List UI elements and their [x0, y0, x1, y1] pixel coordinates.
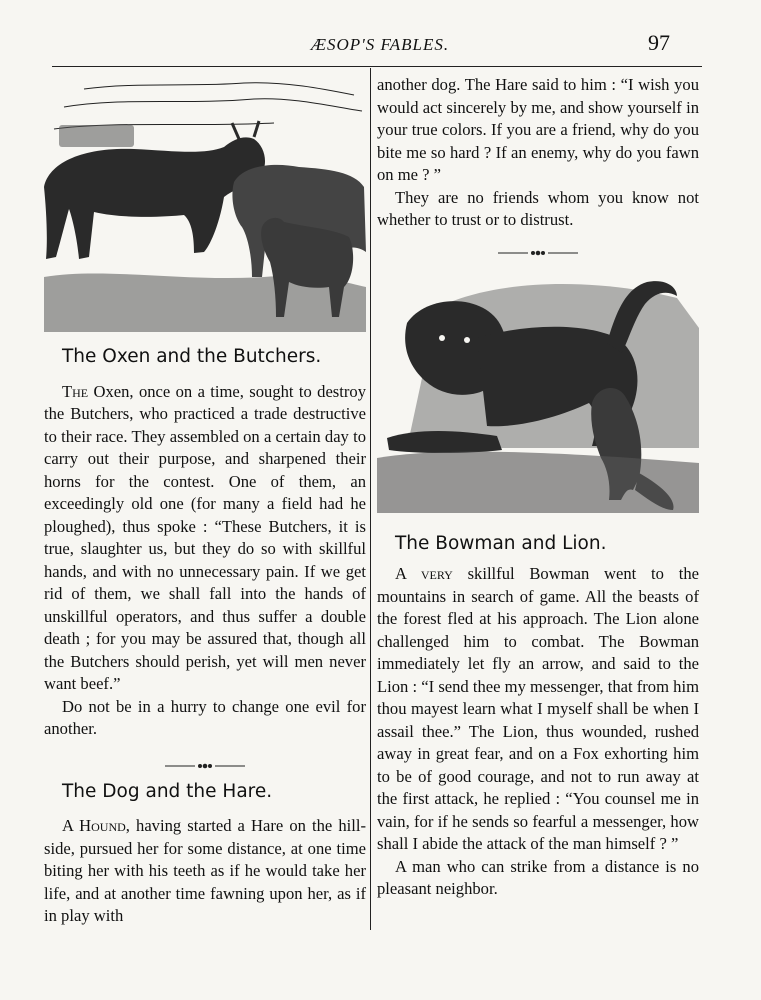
- running-title: ÆSOP'S FABLES.: [310, 35, 450, 54]
- fable-body-bowman-lion: [377, 563, 699, 856]
- ornament-divider: [44, 755, 366, 769]
- ornament-divider: [377, 242, 699, 256]
- body-text: Oxen, once on a time, sought to destroy the Butchers, who practiced a trade destructive to their race. They assembled on a certain day to carry out their purpose, and sharpened their horns for the contest. One of them, an exceedingly old one (for many a field had he ploughed), thus spoke : “These Butchers, it is true, slaughter us, but they do so with skillful hands, and with no unnecessary pain. If we get rid of them, we shall fall into the hands of unskillful operators, and thus suffer a double death ; for you may be assured that, though all the Butchers should perish, yet will men never want beef.”: [44, 381, 366, 693]
- fable-moral-oxen: Do not be in a hurry to change one evil for another.: [44, 696, 366, 738]
- fable-body-oxen: [44, 381, 366, 696]
- oxen-illustration: [44, 77, 366, 332]
- lion-fox-illustration: [377, 268, 699, 523]
- lead-word: A Hound: [62, 816, 126, 835]
- body-text: , having started a Hare on the hill-side, pursued her for some distance, at one time biting her with his teeth as if he would take her life, and at another time fawning upon her, as if in play with: [44, 816, 366, 925]
- fable-moral-bowman-lion: A man who can strike from a distance is no pleasant neighbor.: [377, 856, 699, 898]
- fable-body-dog-hare-continued: another dog. The Hare said to him : “I wish you would act sincerely by me, and show yourself in your true colors. If you are a friend, why do you bite me so hard ? If an enemy, why do you fawn on me ? ”: [377, 75, 699, 184]
- right-column: [377, 74, 699, 901]
- header-rule: [52, 66, 702, 67]
- fable-title-oxen: The Oxen and the Butchers.: [62, 346, 322, 367]
- fable-title-bowman-lion: The Bowman and Lion.: [395, 532, 607, 554]
- lead-word: A very: [395, 564, 453, 583]
- fable-body-dog-hare: [44, 815, 366, 928]
- page-number: 97: [648, 30, 670, 55]
- lead-word: The: [62, 381, 89, 401]
- fable-moral-dog-hare: They are no friends whom you know not whether to trust or to distrust.: [377, 187, 699, 229]
- body-text: skillful Bowman went to the mountains in search of game. All the beasts of the forest fled at his approach. The Lion alone challenged him to combat. The Bowman immediately let fly an arrow, and said to the Lion : “I send thee my messenger, that from him thou mayest learn what I myself shall be when I assail thee.” The Lion, thus wounded, rushed away in great fear, and on a Fox exhorting him to be of good courage, and not to run away at the first attack, he replied : “You counsel me in vain, for if he sends so fearful a messenger, how shall I abide the attack of the man himself ? ”: [377, 564, 699, 853]
- left-column: [44, 77, 366, 928]
- fable-title-dog-hare: The Dog and the Hare.: [62, 780, 273, 802]
- column-divider: [370, 68, 371, 930]
